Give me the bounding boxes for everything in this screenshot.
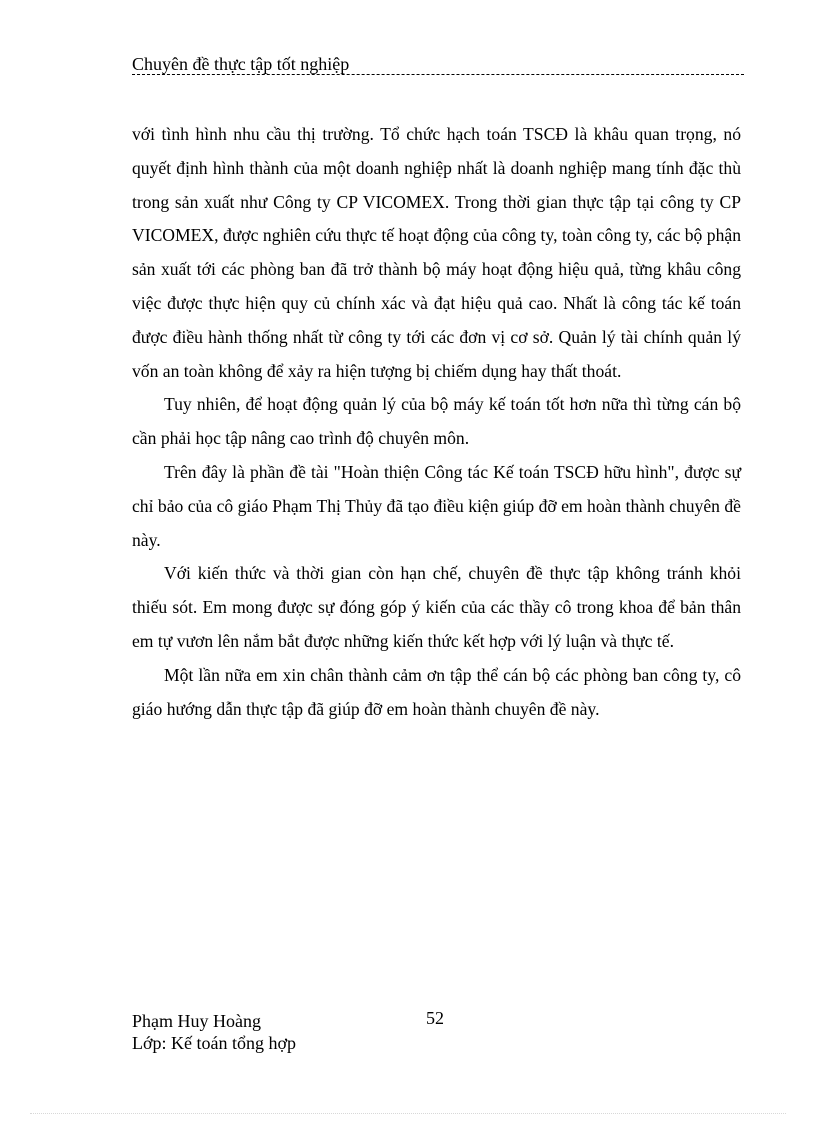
- page-header: [132, 52, 744, 78]
- bottom-dotted-rule: [30, 1113, 786, 1114]
- header-dashed-rule: [132, 74, 744, 75]
- header-title: Chuyên đề thực tập tốt nghiệp: [132, 54, 350, 74]
- page-number: 52: [426, 1008, 444, 1028]
- paragraph-4: Với kiến thức và thời gian còn hạn chế, chuyên đề thực tập không tránh khỏi thiếu sót. Em mong được sự đóng góp ý kiến của các thầy cô trong khoa để bản thân em tự vươn lên nắm bắt được những kiến thức kết hợp với lý luận và thực tế.: [132, 563, 741, 651]
- paragraph-5: Một lần nữa em xin chân thành cảm ơn tập thể cán bộ các phòng ban công ty, cô giáo hướng dẫn thực tập đã giúp đỡ em hoàn thành chuyên đề này.: [132, 664, 741, 719]
- paragraph-3: Trên đây là phần đề tài "Hoàn thiện Công tác Kế toán TSCĐ hữu hình", được sự chỉ bảo của cô giáo Phạm Thị Thủy đã tạo điều kiện giúp đỡ em hoàn thành chuyên đề này.: [132, 461, 741, 550]
- footer-author: Phạm Huy Hoàng: [132, 1011, 261, 1031]
- body-text: [132, 118, 741, 726]
- paragraph-1: với tình hình nhu cầu thị trường. Tổ chức hạch toán TSCĐ là khâu quan trọng, nó quyết định hình thành của một doanh nghiệp nhất là doanh nghiệp mang tính đặc thù trong sản xuất như Công ty CP VICOMEX. Trong thời gian thực tập tại công ty CP VICOMEX, được nghiên cứu thực tế hoạt động của công ty, toàn công ty, các bộ phận sản xuất tới các phòng ban đã trở thành bộ máy hoạt động hiệu quả, từng khâu công việc được thực hiện quy củ chính xác và đạt hiệu quả cao. Nhất là công tác kế toán được điều hành thống nhất từ công ty tới các đơn vị cơ sở. Quản lý tài chính quản lý vốn an toàn không để xảy ra hiện tượng bị chiếm dụng hay thất thoát.: [132, 124, 741, 381]
- footer-class: Lớp: Kế toán tổng hợp: [132, 1033, 297, 1053]
- paragraph-2: Tuy nhiên, để hoạt động quản lý của bộ máy kế toán tốt hơn nữa thì từng cán bộ cần phải học tập nâng cao trình độ chuyên môn.: [132, 394, 741, 449]
